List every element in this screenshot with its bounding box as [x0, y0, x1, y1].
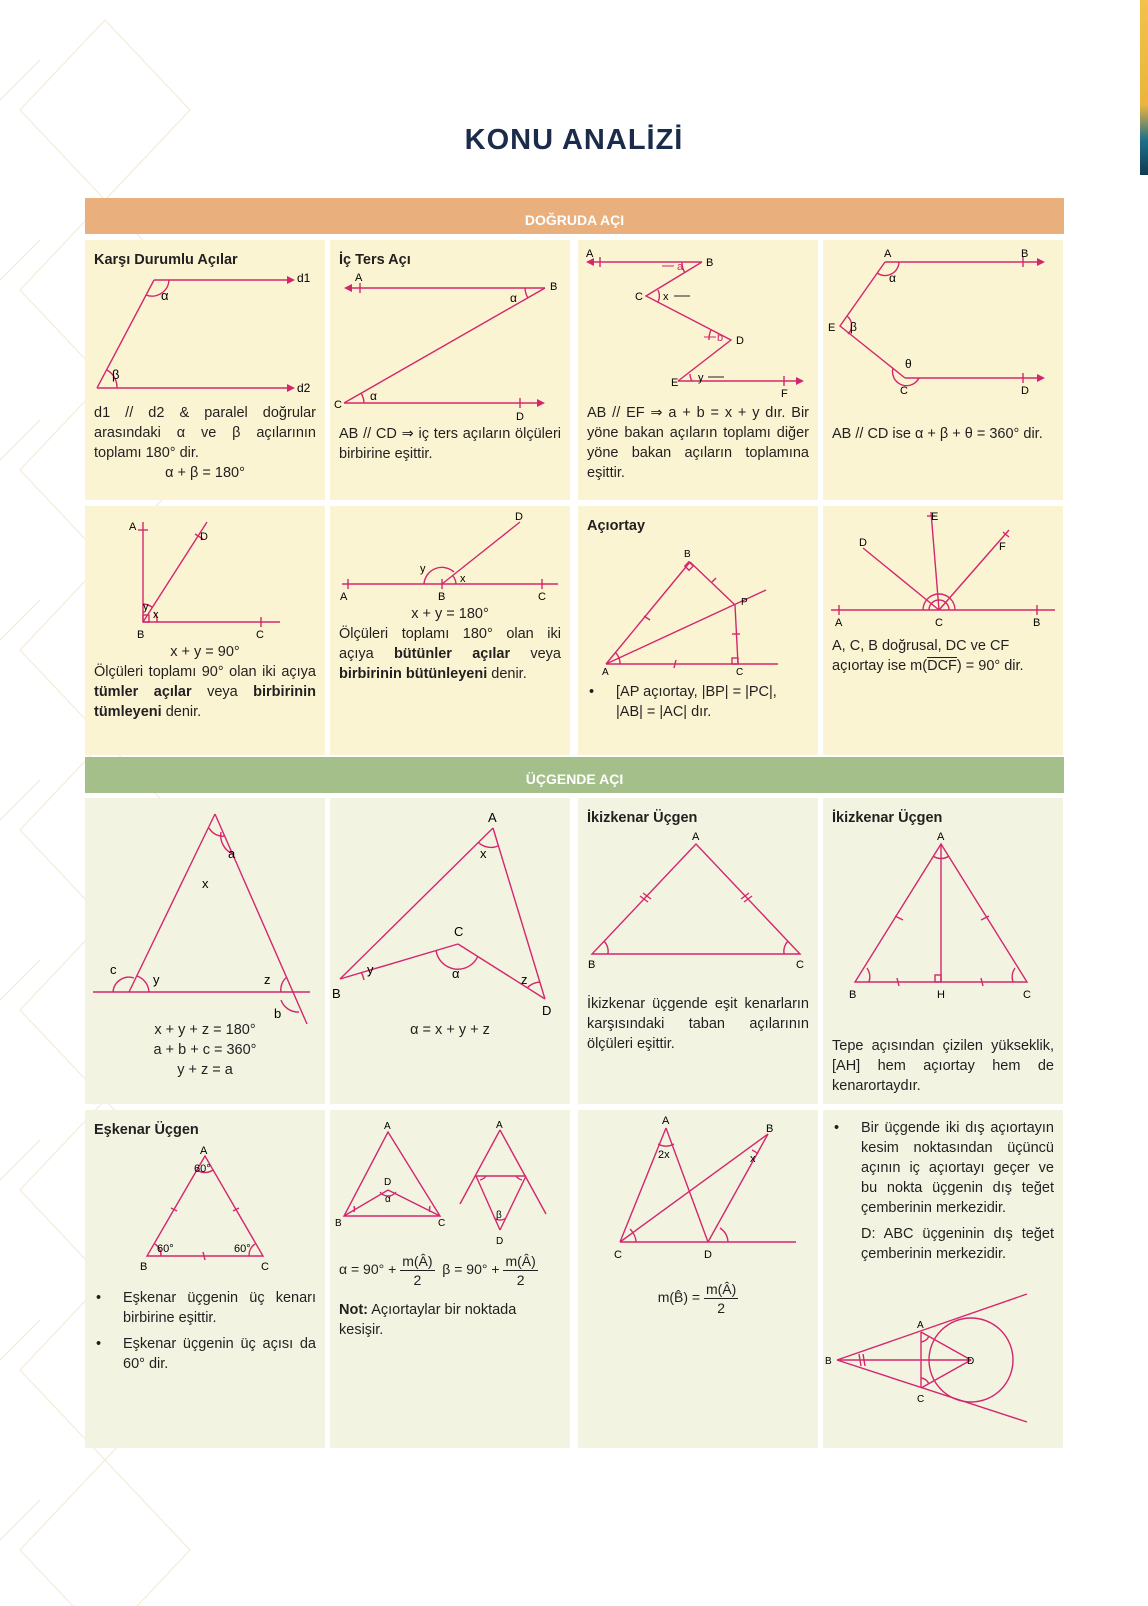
label-x: x: [480, 846, 487, 861]
label-x: x: [202, 876, 209, 891]
label-E: E: [671, 377, 679, 389]
label-b: b: [274, 1006, 282, 1021]
isosceles-1-figure: [578, 831, 818, 974]
label-C: C: [1023, 989, 1031, 1001]
label-y: y: [698, 372, 704, 384]
card-angle-bisector: [578, 506, 818, 755]
card-complementary-angles: [85, 506, 325, 755]
page-title: KONU ANALİZİ: [464, 124, 684, 156]
label-x: x: [153, 609, 159, 621]
label-B: B: [438, 591, 446, 603]
card-title: İç Ters Açı: [339, 252, 411, 268]
card-triangle-exterior: [85, 798, 325, 1104]
supplementary-figure: [330, 510, 570, 610]
zigzag-figure: [578, 246, 818, 400]
label-y: y: [153, 972, 160, 987]
label-B: B: [550, 281, 558, 293]
label-y: y: [143, 601, 149, 613]
card-title: Karşı Durumlu Açılar: [94, 252, 238, 268]
card-bisector-intersections: [330, 1110, 570, 1448]
label-a: a: [677, 261, 684, 273]
alternate-angles-figure: [330, 268, 570, 423]
collinear-bisectors-figure: [823, 510, 1063, 630]
label-P: P: [741, 597, 748, 608]
equilateral-figure: [85, 1146, 325, 1276]
exterior-bisector-figure: [578, 1114, 818, 1264]
label-b: b: [717, 332, 724, 344]
label-A: A: [355, 272, 363, 284]
label-C: C: [635, 291, 643, 303]
card-formula: α = x + y + z: [410, 1022, 490, 1038]
label-A: A: [662, 1115, 670, 1127]
label-A: A: [129, 521, 137, 533]
label-C: C: [796, 959, 804, 971]
label-B: B: [766, 1123, 774, 1135]
excircle-bullet: • Bir üçgende iki dış açıortayın kesim noktasından üçüncü açının iç açıortayı geçer ve bu nokta üçgenin dış teğet çemberinin merkezidir.: [832, 1118, 1054, 1218]
card-text: A, C, B doğrusal, DC ve CF açıortay ise m(DCF) = 90° dir.: [832, 638, 1024, 674]
label-B: B: [332, 986, 341, 1001]
label-B: B: [706, 257, 714, 269]
label-B: B: [137, 629, 145, 641]
bullet-1: • Eşkenar üçgenin üç kenarı birbirine eşittir.: [94, 1288, 316, 1328]
label-D-1: D: [384, 1177, 392, 1188]
section-header-triangle-angles: ÜÇGENDE AÇI: [85, 757, 1064, 793]
card-equilateral: [85, 1110, 325, 1448]
card-opposite-angles: [85, 240, 325, 500]
card-isosceles-2: [823, 798, 1063, 1104]
excircle-note: D: ABC üçgeninin dış teğet çemberinin merkezidir.: [861, 1226, 1054, 1262]
label-A-2: A: [496, 1120, 503, 1131]
label-A: A: [200, 1145, 208, 1157]
label-D: D: [859, 537, 867, 549]
label-D: D: [516, 411, 524, 423]
formula-2: a + b + c = 360°: [153, 1042, 257, 1058]
complementary-figure: [85, 512, 325, 641]
label-D: D: [515, 511, 523, 523]
card-title: İkizkenar Üçgen: [587, 810, 698, 826]
label-beta: β: [850, 320, 857, 334]
label-alpha: α: [385, 1194, 391, 1205]
card-zigzag-angles: [578, 240, 818, 500]
card-text: Ölçüleri toplamı 90° olan iki açıya tümler açılar veya birbirinin tümleyeni denir.: [94, 664, 316, 720]
label-B: B: [140, 1261, 148, 1273]
label-A: A: [917, 1320, 924, 1331]
label-d2: d2: [297, 381, 311, 395]
label-D: D: [967, 1356, 975, 1367]
label-x: x: [663, 291, 669, 303]
section-header-line-angles: DOĞRUDA AÇI: [85, 198, 1064, 234]
label-alpha: α: [452, 966, 460, 981]
card-text: AB // CD ise α + β + θ = 360° dir.: [832, 426, 1043, 442]
label-C: C: [454, 924, 464, 939]
label-D-2: D: [496, 1236, 504, 1247]
label-alpha-bottom: α: [370, 389, 377, 403]
label-D: D: [1021, 385, 1029, 397]
concave-figure: [330, 804, 570, 1018]
card-text: İkizkenar üçgende eşit kenarların karşısındaki taban açılarının ölçüleri eşittir.: [587, 996, 809, 1052]
card-text: AB // CD ⇒ iç ters açıların ölçüleri birbirine eşittir.: [339, 426, 561, 462]
label-x: x: [750, 1153, 756, 1165]
label-B: B: [1021, 248, 1029, 260]
label-E: E: [828, 322, 836, 334]
label-A: A: [488, 810, 497, 825]
label-alpha: α: [889, 271, 896, 285]
card-supplementary-angles: [330, 506, 570, 755]
label-C: C: [334, 399, 342, 411]
label-F: F: [781, 388, 788, 400]
label-60-left: 60°: [157, 1243, 174, 1255]
label-D: D: [542, 1003, 552, 1018]
label-A: A: [602, 667, 609, 678]
label-A-1: A: [384, 1121, 391, 1132]
triangle-exterior-figure: [85, 804, 325, 1021]
label-A: A: [937, 831, 945, 843]
label-A: A: [692, 831, 700, 843]
card-text: Ölçüleri toplamı 180° olan iki açıya bütünler açılar veya birbirinin bütünleyeni denir.: [339, 626, 561, 682]
card-text: AB // EF ⇒ a + b = x + y dır. Bir yöne bakan açıların toplamı diğer yöne bakan açıların toplamına eşittir.: [587, 405, 809, 481]
label-A: A: [586, 248, 594, 260]
bisector-figure: [578, 542, 818, 682]
card-collinear-bisectors: [823, 506, 1063, 755]
label-E: E: [931, 511, 939, 523]
label-a: a: [228, 846, 236, 861]
label-C: C: [917, 1394, 925, 1405]
card-formula: α + β = 180°: [165, 465, 245, 481]
label-B: B: [588, 959, 596, 971]
u-shape-figure: [823, 246, 1063, 396]
label-D: D: [736, 335, 744, 347]
exterior-formula: m(B̂) = $\frac{m(Â)}{2}$: [657, 1281, 737, 1316]
label-B: B: [684, 549, 691, 560]
label-F: F: [999, 541, 1006, 553]
card-exterior-bisector: [578, 1110, 818, 1448]
bisector-bullet: • [AP açıortay, |BP| = |PC|, |AB| = |AC| dır.: [587, 682, 809, 722]
label-A: A: [340, 591, 348, 603]
label-A: A: [884, 248, 892, 260]
label-C: C: [614, 1249, 622, 1261]
label-d1: d1: [297, 271, 311, 285]
isosceles-2-figure: [823, 831, 1063, 1009]
opposite-angles-figure: [85, 260, 325, 400]
label-B-1: B: [335, 1218, 342, 1229]
label-D: D: [704, 1249, 712, 1261]
label-theta: θ: [905, 357, 912, 371]
label-beta: β: [112, 367, 120, 382]
label-C: C: [256, 629, 264, 641]
formula-3: y + z = a: [177, 1062, 233, 1078]
label-D: D: [200, 531, 208, 543]
label-60-right: 60°: [234, 1243, 251, 1255]
card-formula: x + y = 180°: [411, 606, 489, 622]
card-alternate-interior-angles: [330, 240, 570, 500]
label-z: z: [264, 972, 271, 987]
label-alpha-top: α: [510, 291, 517, 305]
label-A: A: [835, 617, 843, 629]
card-isosceles-1: [578, 798, 818, 1104]
label-B: B: [825, 1356, 832, 1367]
excircle-figure: [823, 1288, 1063, 1448]
card-excircle: [823, 1110, 1063, 1448]
card-title: İkizkenar Üçgen: [832, 810, 943, 826]
card-text: d1 // d2 & paralel doğrular arasındaki α ve β açılarının toplamı 180° dir.: [94, 405, 316, 461]
bullet-2: • Eşkenar üçgenin üç açısı da 60° dir.: [94, 1334, 316, 1374]
label-C: C: [538, 591, 546, 603]
label-B: B: [849, 989, 857, 1001]
label-y: y: [367, 962, 374, 977]
label-2x: 2x: [658, 1149, 670, 1161]
label-H: H: [937, 989, 945, 1001]
label-x: x: [460, 573, 466, 585]
bisector-formulas: α = 90° + $\frac{m(Â)}{2}$ β = 90° + $\frac{m(Â)}{2}$: [339, 1253, 536, 1288]
label-C: C: [900, 385, 908, 397]
formula-1: x + y + z = 180°: [154, 1022, 256, 1038]
label-alpha: α: [161, 288, 169, 303]
note-text: Not: Açıortaylar bir noktada kesişir.: [339, 1302, 517, 1338]
label-C: C: [261, 1261, 269, 1273]
label-B: B: [1033, 617, 1041, 629]
label-C: C: [736, 667, 744, 678]
label-C: C: [935, 617, 943, 629]
bisector-intersections-figure: [330, 1120, 570, 1255]
label-beta: β: [496, 1210, 502, 1221]
label-60-top: 60°: [194, 1163, 211, 1175]
card-title: Açıortay: [587, 518, 646, 534]
card-formula: x + y = 90°: [170, 644, 240, 660]
card-title: Eşkenar Üçgen: [94, 1122, 199, 1138]
label-z: z: [521, 972, 528, 987]
label-c: c: [110, 962, 117, 977]
card-concave-quadrilateral: [330, 798, 570, 1104]
card-text: Tepe açısından çizilen yükseklik, [AH] hem açıortay hem de kenarortaydır.: [832, 1038, 1054, 1094]
label-y: y: [420, 563, 426, 575]
label-C-1: C: [438, 1218, 446, 1229]
card-u-shape-angles: [823, 240, 1063, 500]
